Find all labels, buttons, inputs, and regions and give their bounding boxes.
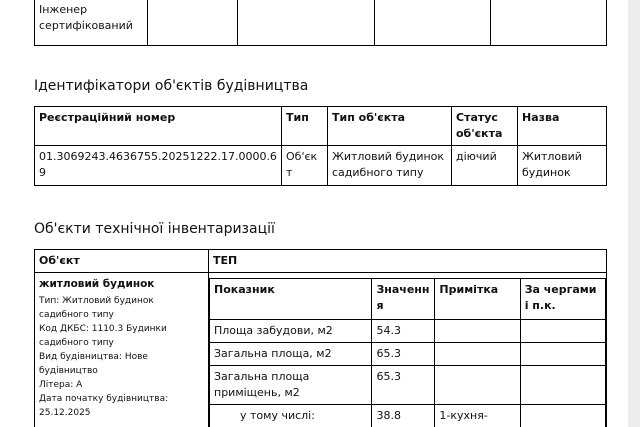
table-row xyxy=(35,273,607,427)
object-title: житловий будинок xyxy=(39,278,155,290)
table-cell: Інженер сертифікований xyxy=(35,0,148,46)
queue-cell xyxy=(520,320,605,343)
note-cell xyxy=(435,343,520,366)
object-start-date: 25.12.2025 xyxy=(39,408,91,418)
table-cell xyxy=(148,0,238,46)
object-litera: Літера: А xyxy=(39,380,83,390)
name-cell: Житловий будинок xyxy=(518,146,607,186)
identifiers-table xyxy=(34,106,607,186)
queue-cell xyxy=(520,405,605,427)
queue-cell xyxy=(520,343,605,366)
object-type: Тип: Житловий будинок садибного типу xyxy=(39,296,154,320)
column-header: Назва xyxy=(518,107,607,146)
column-header: Значення xyxy=(372,279,435,320)
value-cell: 65.3 xyxy=(372,366,435,405)
inventory-heading: Об'єкти технічної інвентаризації xyxy=(34,221,275,237)
table-row xyxy=(210,320,606,343)
table-row xyxy=(210,343,606,366)
tep-table xyxy=(209,278,606,427)
table-cell xyxy=(375,0,491,46)
note-cell xyxy=(435,320,520,343)
note-cell xyxy=(435,366,520,405)
object-construction: Вид будівництва: Нове будівництво xyxy=(39,352,148,376)
column-header: За чергами і п.к. xyxy=(520,279,605,320)
object-type-cell: Житловий будинок садибного типу xyxy=(328,146,452,186)
indicator-cell: Площа забудови, м2 xyxy=(210,320,372,343)
status-cell: діючий xyxy=(452,146,518,186)
column-header: Статус об'єкта xyxy=(452,107,518,146)
value-cell: 38.8 xyxy=(372,405,435,427)
table-row xyxy=(210,366,606,405)
top-table xyxy=(34,0,607,46)
table-header-row xyxy=(210,279,606,320)
type-cell: Об'єкт xyxy=(282,146,328,186)
column-header: ТЕП xyxy=(209,250,607,273)
indicator-cell: у тому числі: xyxy=(210,405,372,427)
identifiers-heading: Ідентифікатори об'єктів будівництва xyxy=(34,78,309,94)
scrollbar[interactable] xyxy=(628,0,640,427)
value-cell: 54.3 xyxy=(372,320,435,343)
tep-cell xyxy=(209,273,607,427)
column-header: Показник xyxy=(210,279,372,320)
column-header: Тип об'єкта xyxy=(328,107,452,146)
indicator-cell: Загальна площа, м2 xyxy=(210,343,372,366)
queue-cell xyxy=(520,366,605,405)
inventory-table xyxy=(34,249,607,427)
column-header: Тип xyxy=(282,107,328,146)
table-row xyxy=(35,146,607,186)
table-cell xyxy=(491,0,607,46)
note-cell: 1-кухня- xyxy=(435,405,520,427)
indicator-cell: Загальна площа приміщень, м2 xyxy=(210,366,372,405)
reg-number-cell: 01.3069243.4636755.20251222.17.0000.69 xyxy=(35,146,282,186)
value-cell: 65.3 xyxy=(372,343,435,366)
column-header: Об'єкт xyxy=(35,250,209,273)
table-cell xyxy=(238,0,375,46)
column-header: Примітка xyxy=(435,279,520,320)
table-row xyxy=(210,405,606,427)
object-dkbs: Код ДКБС: 1110.3 Будинки садибного типу xyxy=(39,324,167,348)
object-cell xyxy=(35,273,209,427)
object-start-date-label: Дата початку будівництва: xyxy=(39,394,169,404)
table-header-row xyxy=(35,250,607,273)
table-header-row xyxy=(35,107,607,146)
column-header: Реєстраційний номер xyxy=(35,107,282,146)
table-row xyxy=(35,0,607,46)
